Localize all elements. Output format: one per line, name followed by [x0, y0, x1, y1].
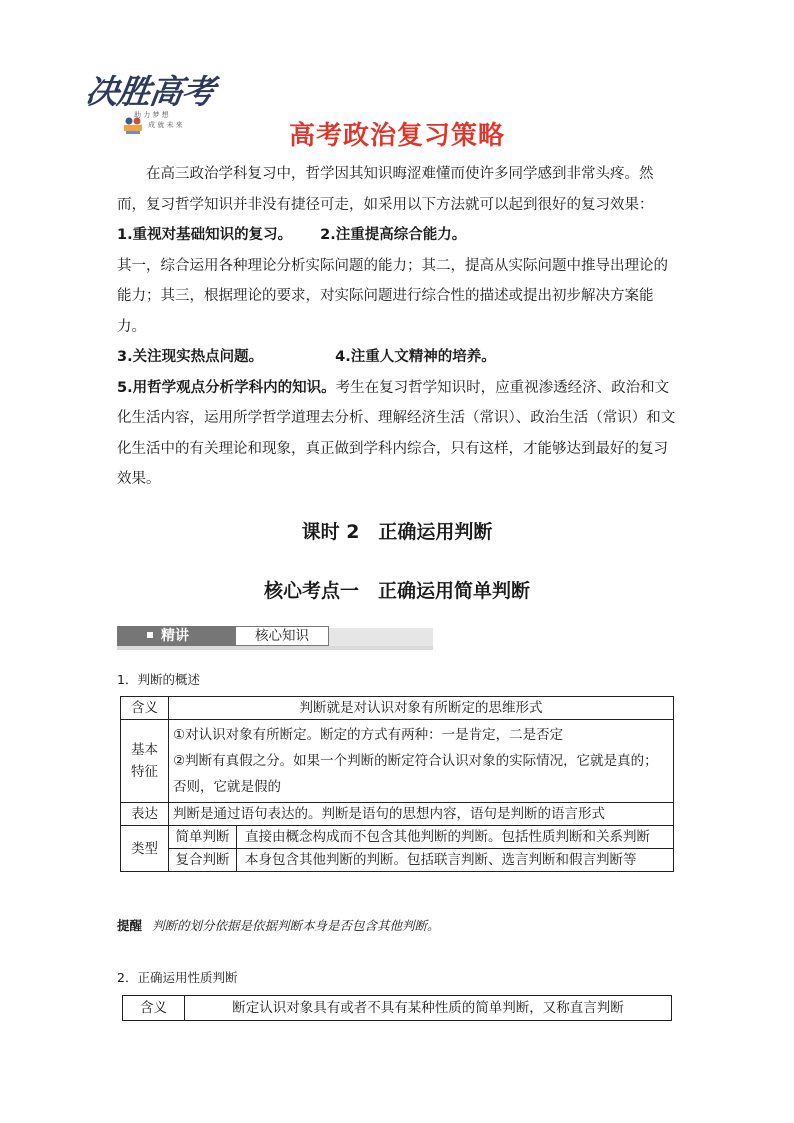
banner-underline: [117, 646, 433, 650]
ability-paragraph: 其一，综合运用各种理论分析实际问题的能力；其二，提高从实际问题中推导出理论的能力；其三，根据理论的要求，对实际问题进行综合性的描述或提出初步解决方案能力。: [117, 257, 668, 335]
cell-compound: 本身包含其他判断的判断。包括联言判断、选言判断和假言判断等: [237, 849, 674, 872]
section-1-heading: 1．判断的概述: [117, 672, 200, 687]
cell-label-meaning: 含义: [121, 697, 169, 720]
intro-paragraph: 在高三政治学科复习中，哲学因其知识晦涩难懂而使许多同学感到非常头疼。然而，复习哲学知识并非没有捷径可走，如采用以下方法就可以起到很好的复习效果：: [117, 166, 654, 213]
page-title: 高考政治复习策略: [288, 121, 505, 151]
core-point-title: 核心考点一 正确运用简单判断: [263, 580, 530, 602]
section-banner: [117, 626, 433, 650]
logo-slogan-1: 助 力 梦 想: [134, 111, 169, 119]
table-row: [123, 996, 672, 1021]
section-2-heading: 2．正确运用性质判断: [117, 970, 238, 985]
cell-label-compound: 复合判断: [169, 849, 237, 872]
property-judgment-table: [122, 995, 672, 1021]
cell-label-simple: 简单判断: [169, 826, 237, 849]
item-4: 4.注重人文精神的培养。: [335, 349, 496, 365]
item-row-1: [117, 220, 679, 251]
item-1: 1.重视对基础知识的复习。: [117, 227, 293, 243]
item-3: 3.关注现实热点问题。: [117, 349, 264, 365]
item-5-text: 考生在复习哲学知识时，应重视渗透经济、政治和文化生活内容，运用所学哲学道理去分析、理解经济生活（常识）、政治生活（常识）和文化生活中的有关理论和现象，真正做到学科内综合，只有这样，才能够达到最好的复习效果。: [117, 379, 676, 487]
feature-1: ①对认识对象有所断定。断定的方式有两种：一是肯定，二是否定: [173, 727, 564, 743]
cell-meaning: 判断就是对认识对象有所断定的思维形式: [169, 697, 674, 720]
banner-left-text: 精讲: [161, 628, 189, 644]
cell-label-features: 基本特征: [121, 720, 169, 803]
table-row: [121, 803, 674, 826]
cell-meaning-2: 断定认识对象具有或者不具有某种性质的简单判断，又称直言判断: [185, 996, 672, 1021]
banner-label-light: 核心知识: [235, 626, 329, 646]
logo-slogan-2: 成 就 未 来: [148, 121, 183, 129]
feature-2: ②判断有真假之分。如果一个判断的断定符合认识对象的实际情况，它就是真的；否则，它就是假的: [173, 753, 658, 795]
cell-label-type: 类型: [121, 826, 169, 872]
item-2: 2.注重提高综合能力。: [320, 227, 467, 243]
logo-brand-text: 决胜高考: [82, 72, 217, 111]
table-row: [121, 697, 674, 720]
judgment-overview-table: [120, 696, 674, 872]
cell-label-expression: 表达: [121, 803, 169, 826]
banner-label-dark: [117, 626, 235, 646]
cell-simple: 直接由概念构成而不包含其他判断的判断。包括性质判断和关系判断: [237, 826, 674, 849]
table-row: [121, 720, 674, 803]
banner-tail: [329, 628, 433, 646]
item-5-heading: 5.用哲学观点分析学科内的知识。: [117, 379, 336, 396]
table-row: [121, 826, 674, 849]
lesson-title: 课时 2 正确运用判断: [301, 521, 493, 543]
cell-label-meaning-2: 含义: [123, 996, 185, 1021]
tip-label: 提醒: [117, 918, 143, 933]
intro-section: [117, 159, 679, 495]
cell-features: [169, 720, 674, 803]
item-row-2: [117, 342, 679, 373]
tip-text: 判断的划分依据是依据判断本身是否包含其他判断。: [152, 918, 440, 933]
square-bullet-icon: [147, 632, 153, 638]
table-row: [121, 849, 674, 872]
item-5-paragraph: [117, 373, 679, 495]
cell-expression: 判断是通过语句表达的。判断是语句的思想内容，语句是判断的语言形式: [169, 803, 674, 826]
tip-note: [117, 916, 440, 934]
